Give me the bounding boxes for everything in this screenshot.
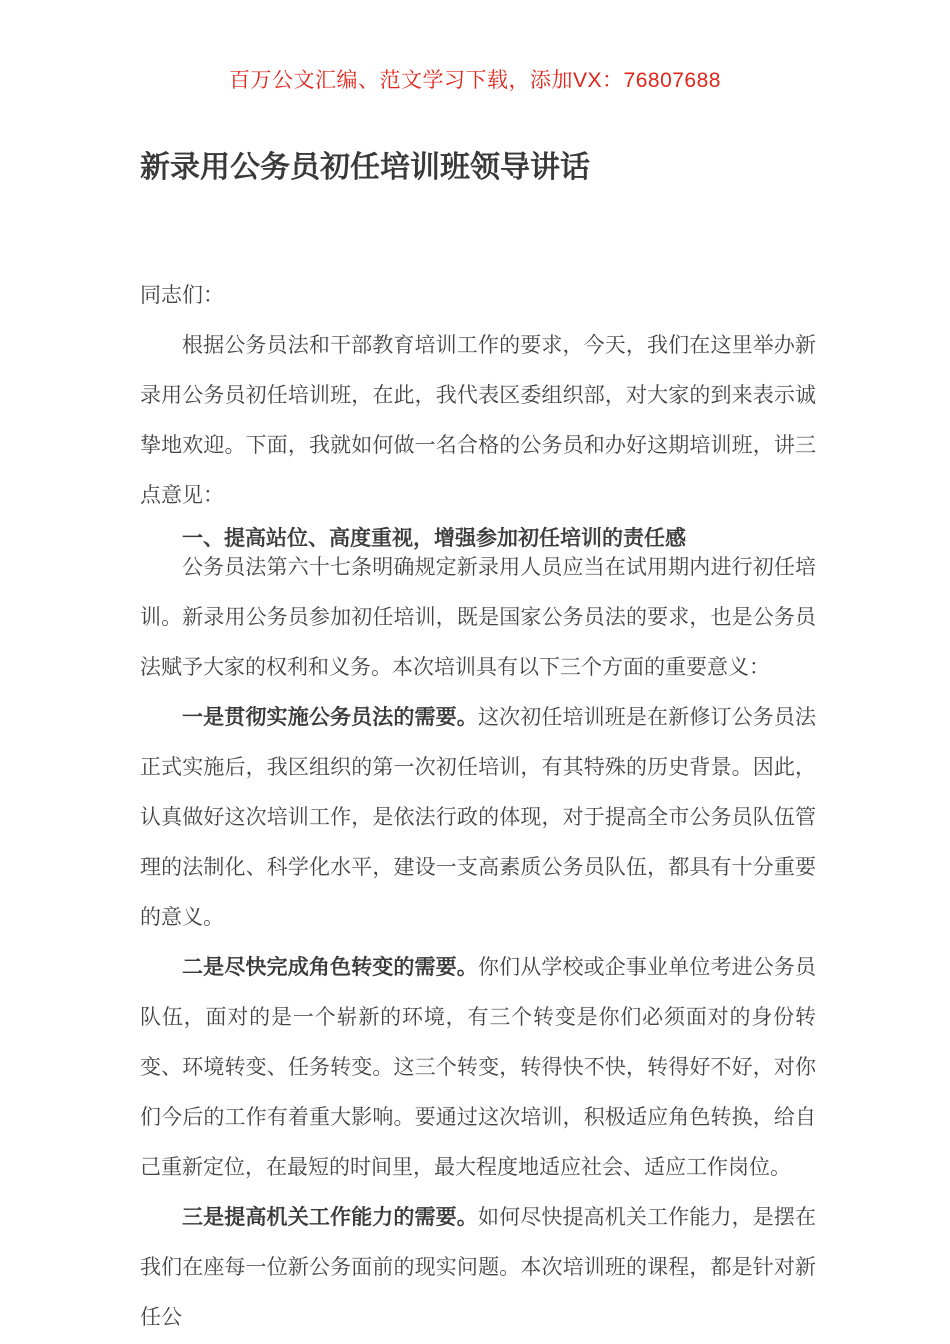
document-body [140,271,816,1343]
paragraph-legal-basis: 公务员法第六十七条明确规定新录用人员应当在试用期内进行初任培训。新录用公务员参加初任培训，既是国家公务员法的要求，也是公务员法赋予大家的权利和义务。本次培训具有以下三个方面的重要意义： [140,556,816,679]
paragraph-point-2 [140,943,816,1193]
paragraph-point-1-lead: 一是贯彻实施公务员法的需要。 [182,706,478,729]
paragraph-point-2-text: 你们从学校或企事业单位考进公务员队伍，面对的是一个崭新的环境，有三个转变是你们必须面对的身份转变、环境转变、任务转变。这三个转变，转得快不快，转得好不好，对你们今后的工作有着重大影响。要通过这次培训，积极适应角色转换，给自己重新定位，在最短的时间里，最大程度地适应社会、适应工作岗位。 [140,956,817,1179]
paragraph-point-1 [140,693,816,943]
paragraph-point-2-lead: 二是尽快完成角色转变的需要。 [182,956,478,979]
watermark-ad-text: 百万公文汇编、范文学习下载，添加VX：76807688 [229,69,721,92]
paragraph-point-3 [140,1193,816,1343]
paragraph-point-1-text: 这次初任培训班是在新修订公务员法正式实施后，我区组织的第一次初任培训，有其特殊的历史背景。因此，认真做好这次培训工作，是依法行政的体现，对于提高全市公务员队伍管理的法制化、科学化水平，建设一支高素质公务员队伍，都具有十分重要的意义。 [140,706,817,929]
document-title: 新录用公务员初任培训班领导讲话 [140,151,590,185]
paragraph-point-3-lead: 三是提高机关工作能力的需要。 [182,1206,478,1229]
section-heading-1: 一、提高站位、高度重视，增强参加初任培训的责任感 [182,527,686,550]
paragraph-point-3-text: 如何尽快提高机关工作能力，是摆在我们在座每一位新公务面前的现实问题。本次培训班的课程，都是针对新任公 [140,1206,817,1329]
paragraph-intro: 根据公务员法和干部教育培训工作的要求，今天，我们在这里举办新录用公务员初任培训班，在此，我代表区委组织部，对大家的到来表示诚挚地欢迎。下面，我就如何做一名合格的公务员和办好这期培训班，讲三点意见： [140,334,816,507]
salutation: 同志们： [140,284,224,307]
